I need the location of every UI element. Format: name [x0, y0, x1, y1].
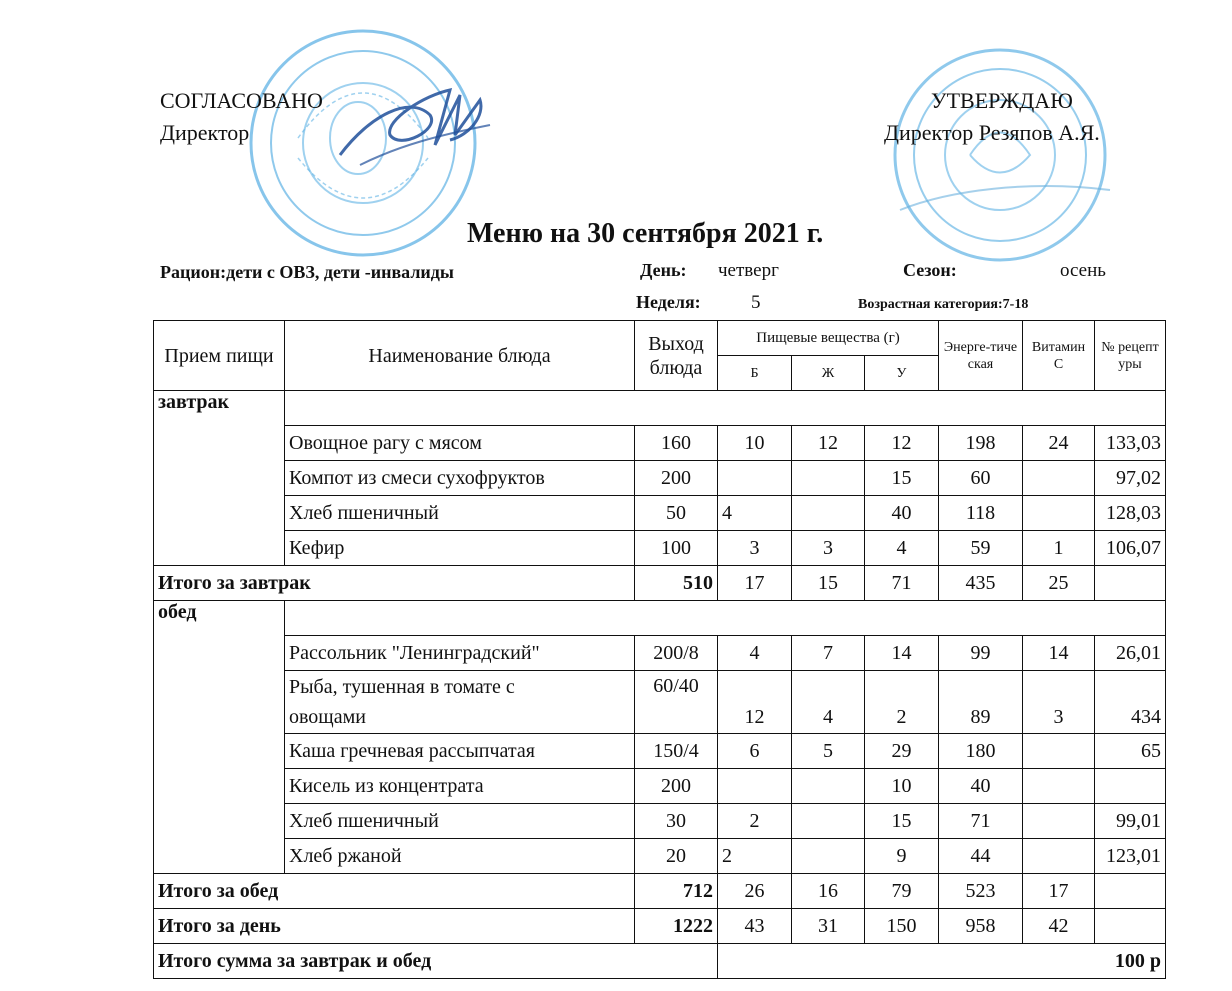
table-row [154, 804, 1166, 839]
breakfast-total-row [154, 566, 1166, 601]
dish-vit [1023, 496, 1095, 531]
lunch-total-row [154, 874, 1166, 909]
total-u: 79 [865, 874, 939, 909]
dish-vit [1023, 461, 1095, 496]
total-energy: 958 [939, 909, 1023, 944]
dish-zh [792, 496, 865, 531]
dish-energy: 180 [939, 734, 1023, 769]
dish-u: 4 [865, 531, 939, 566]
dish-name: Каша гречневая рассыпчатая [285, 734, 635, 769]
approval-left-title: СОГЛАСОВАНО [160, 88, 323, 113]
dish-vit [1023, 769, 1095, 804]
total-label: Итого за обед [154, 874, 635, 909]
total-zh: 31 [792, 909, 865, 944]
dish-b: 10 [718, 426, 792, 461]
table-row [154, 426, 1166, 461]
header-yield: Выход блюда [635, 321, 718, 391]
dish-name: Хлеб пшеничный [285, 496, 635, 531]
total-b: 43 [718, 909, 792, 944]
dish-yield: 200 [635, 461, 718, 496]
dish-energy: 198 [939, 426, 1023, 461]
total-vit: 42 [1023, 909, 1095, 944]
dish-b: 6 [718, 734, 792, 769]
dish-vit: 3 [1023, 671, 1095, 734]
header-b: Б [718, 356, 792, 391]
dish-zh [792, 769, 865, 804]
meal-lunch: обед [154, 601, 285, 874]
dish-zh: 3 [792, 531, 865, 566]
dish-name: Компот из смеси сухофруктов [285, 461, 635, 496]
dish-recipe: 65 [1095, 734, 1166, 769]
dish-name-line1: Рыба, тушенная в томате с [289, 676, 515, 698]
total-recipe-empty [1095, 566, 1166, 601]
total-u: 150 [865, 909, 939, 944]
dish-yield: 50 [635, 496, 718, 531]
dish-energy: 118 [939, 496, 1023, 531]
dish-recipe [1095, 769, 1166, 804]
dish-name: Рассольник "Ленинградский" [285, 636, 635, 671]
dish-energy: 89 [939, 671, 1023, 734]
header-vitamin: Витамин С [1023, 321, 1095, 391]
approval-right-role: Директор Резяпов А.Я. [884, 120, 1100, 145]
week-value: 5 [751, 292, 761, 313]
dish-recipe: 123,01 [1095, 839, 1166, 874]
total-vit: 25 [1023, 566, 1095, 601]
table-row [154, 531, 1166, 566]
dish-u: 29 [865, 734, 939, 769]
dish-u: 15 [865, 461, 939, 496]
dish-recipe: 434 [1095, 671, 1166, 734]
total-b: 17 [718, 566, 792, 601]
dish-b: 2 [718, 839, 792, 874]
total-u: 71 [865, 566, 939, 601]
lunch-spacer [285, 601, 1166, 636]
dish-name: Кефир [285, 531, 635, 566]
week-label: Неделя: [636, 292, 701, 312]
header-meal: Прием пищи [154, 321, 285, 391]
total-label: Итого за день [154, 909, 635, 944]
header-u: У [865, 356, 939, 391]
dish-name: Хлеб ржаной [285, 839, 635, 874]
table-row [154, 671, 1166, 734]
dish-vit [1023, 839, 1095, 874]
header-nutrients: Пищевые вещества (г) [718, 321, 939, 356]
dish-b: 2 [718, 804, 792, 839]
sum-row [154, 944, 1166, 979]
header-zh: Ж [792, 356, 865, 391]
day-total-row [154, 909, 1166, 944]
meal-breakfast: завтрак [154, 391, 285, 566]
dish-vit [1023, 734, 1095, 769]
dish-yield: 20 [635, 839, 718, 874]
dish-recipe: 106,07 [1095, 531, 1166, 566]
total-recipe-empty [1095, 909, 1166, 944]
dish-yield: 60/40 [635, 671, 718, 734]
dish-energy: 71 [939, 804, 1023, 839]
season-label: Сезон: [903, 260, 957, 280]
dish-b [718, 461, 792, 496]
dish-b: 4 [718, 496, 792, 531]
approval-right-title: УТВЕРЖДАЮ [931, 88, 1073, 113]
dish-vit: 1 [1023, 531, 1095, 566]
dish-energy: 59 [939, 531, 1023, 566]
dish-yield: 100 [635, 531, 718, 566]
dish-u: 10 [865, 769, 939, 804]
sum-label: Итого сумма за завтрак и обед [154, 944, 718, 979]
stamp-right-seal [880, 40, 1120, 270]
day-value: четверг [718, 260, 779, 281]
dish-zh [792, 461, 865, 496]
dish-recipe: 26,01 [1095, 636, 1166, 671]
table-row [154, 496, 1166, 531]
dish-u: 14 [865, 636, 939, 671]
season-value: осень [1060, 260, 1106, 281]
table-row [154, 769, 1166, 804]
header-energy: Энерге-тическая [939, 321, 1023, 391]
total-recipe-empty [1095, 874, 1166, 909]
dish-u: 40 [865, 496, 939, 531]
dish-name: Овощное рагу с мясом [285, 426, 635, 461]
dish-u: 15 [865, 804, 939, 839]
table-row [154, 734, 1166, 769]
header-recipe: № рецептуры [1095, 321, 1166, 391]
dish-zh: 7 [792, 636, 865, 671]
dish-recipe: 97,02 [1095, 461, 1166, 496]
dish-vit: 24 [1023, 426, 1095, 461]
dish-u: 2 [865, 671, 939, 734]
dish-zh: 5 [792, 734, 865, 769]
dish-zh [792, 839, 865, 874]
dish-energy: 44 [939, 839, 1023, 874]
total-yield: 712 [635, 874, 718, 909]
dish-yield: 160 [635, 426, 718, 461]
ration-label: Рацион:дети с ОВЗ, дети -инвалиды [160, 262, 454, 282]
total-label: Итого за завтрак [154, 566, 635, 601]
sum-value: 100 р [718, 944, 1166, 979]
dish-yield: 30 [635, 804, 718, 839]
dish-u: 12 [865, 426, 939, 461]
dish-name [285, 671, 635, 734]
age-category: Возрастная категория:7-18 [858, 297, 1029, 312]
day-label: День: [640, 260, 687, 280]
dish-yield: 200/8 [635, 636, 718, 671]
breakfast-spacer [285, 391, 1166, 426]
dish-energy: 60 [939, 461, 1023, 496]
page-title: Меню на 30 сентября 2021 г. [467, 218, 824, 249]
dish-recipe: 128,03 [1095, 496, 1166, 531]
approval-left-role: Директор [160, 120, 250, 145]
total-energy: 435 [939, 566, 1023, 601]
dish-recipe: 133,03 [1095, 426, 1166, 461]
dish-zh [792, 804, 865, 839]
dish-recipe: 99,01 [1095, 804, 1166, 839]
dish-zh: 4 [792, 671, 865, 734]
dish-yield: 150/4 [635, 734, 718, 769]
dish-b: 3 [718, 531, 792, 566]
table-row [154, 839, 1166, 874]
total-zh: 15 [792, 566, 865, 601]
total-yield: 510 [635, 566, 718, 601]
table-row [154, 636, 1166, 671]
dish-zh: 12 [792, 426, 865, 461]
dish-b: 12 [718, 671, 792, 734]
dish-energy: 99 [939, 636, 1023, 671]
menu-table [153, 320, 1166, 979]
signature-left [330, 75, 500, 175]
total-energy: 523 [939, 874, 1023, 909]
dish-energy: 40 [939, 769, 1023, 804]
total-b: 26 [718, 874, 792, 909]
total-zh: 16 [792, 874, 865, 909]
dish-vit: 14 [1023, 636, 1095, 671]
dish-vit [1023, 804, 1095, 839]
total-yield: 1222 [635, 909, 718, 944]
dish-u: 9 [865, 839, 939, 874]
header-dish: Наименование блюда [285, 321, 635, 391]
dish-name: Хлеб пшеничный [285, 804, 635, 839]
dish-b [718, 769, 792, 804]
dish-b: 4 [718, 636, 792, 671]
dish-name-line2: овощами [289, 706, 366, 728]
dish-name: Кисель из концентрата [285, 769, 635, 804]
table-row [154, 461, 1166, 496]
total-vit: 17 [1023, 874, 1095, 909]
dish-yield: 200 [635, 769, 718, 804]
